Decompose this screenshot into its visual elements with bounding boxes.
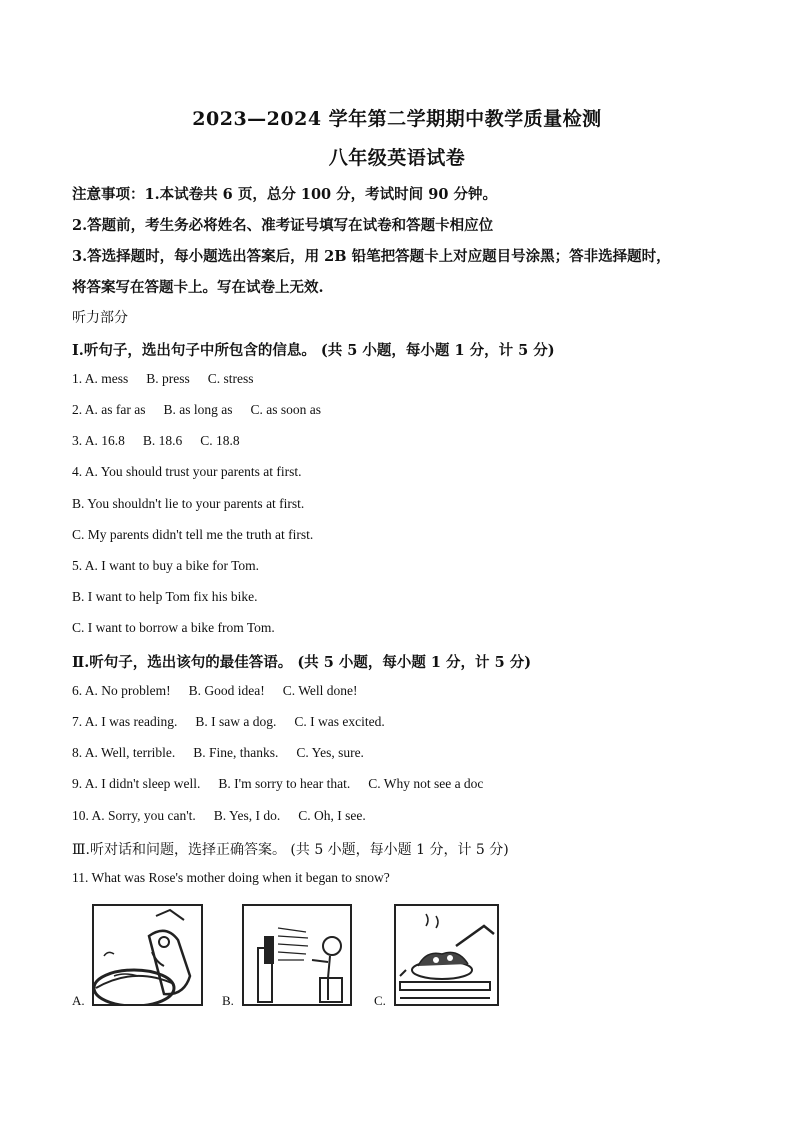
q7-option-b: B. I saw a dog. (195, 714, 277, 729)
q8-option-a: 8. A. Well, terrible. (72, 745, 176, 760)
exam-subtitle: 八年级英语试卷 (328, 147, 466, 169)
section3-title: Ⅲ.听对话和问题，选择正确答案。 (共 5 小题，每小题 1 分，计 5 分) (72, 842, 509, 858)
q11-label-a: A. (72, 993, 85, 1008)
question-7 (72, 714, 385, 730)
q5-option-b: B. I want to help Tom fix his bike. (72, 589, 258, 604)
q11-label-b: B. (222, 993, 234, 1008)
q3-option-a: 3. A. 16.8 (72, 433, 125, 448)
question-10 (72, 808, 366, 824)
question-11: 11. What was Rose's mother doing when it began to snow? (72, 870, 390, 885)
q4-option-c: C. My parents didn't tell me the truth at first. (72, 527, 314, 542)
q2-option-b: B. as long as (163, 402, 233, 417)
section2-title: Ⅱ.听句子，选出该句的最佳答语。 (共 5 小题，每小题 1 分，计 5 分) (72, 654, 532, 671)
q3-option-b: B. 18.6 (142, 433, 183, 448)
q1-option-c: C. stress (207, 371, 254, 386)
q9-option-b: B. I'm sorry to hear that. (218, 776, 351, 791)
section1-title: Ⅰ.听句子，选出句子中所包含的信息。 (共 5 小题，每小题 1 分，计 5 分) (72, 342, 555, 359)
q8-option-c: C. Yes, sure. (296, 745, 364, 760)
q10-option-b: B. Yes, I do. (213, 808, 281, 823)
q11-label-c: C. (374, 993, 386, 1008)
q6-option-c: C. Well done! (282, 683, 358, 698)
q8-option-b: B. Fine, thanks. (193, 745, 279, 760)
q4-option-a: 4. A. You should trust your parents at first. (72, 464, 302, 479)
cooking-pot-illustration-icon (94, 906, 201, 1004)
q3-option-c: C. 18.8 (200, 433, 240, 448)
note-line-2: 2.答题前，考生务必将姓名、准考证号填写在试卷和答题卡相应位 (72, 217, 494, 234)
q10-option-a: 10. A. Sorry, you can't. (72, 808, 196, 823)
note-line-3: 3.答选择题时，每小题选出答案后，用 2B 铅笔把答题卡上对应题目号涂黑；答非选择题时， (72, 248, 671, 265)
q9-option-a: 9. A. I didn't sleep well. (72, 776, 201, 791)
q11-picture-a (92, 904, 203, 1006)
watching-tv-illustration-icon (244, 906, 350, 1004)
q9-option-c: C. Why not see a doc (368, 776, 484, 791)
question-6 (72, 683, 358, 699)
question-9 (72, 776, 483, 792)
question-8 (72, 745, 364, 761)
serving-food-illustration-icon (396, 906, 497, 1004)
q2-option-a: 2. A. as far as (72, 402, 146, 417)
q5-option-a: 5. A. I want to buy a bike for Tom. (72, 558, 260, 573)
q11-picture-b (242, 904, 352, 1006)
q1-option-a: 1. A. mess (72, 371, 129, 386)
q1-option-b: B. press (146, 371, 190, 386)
q10-option-c: C. Oh, I see. (298, 808, 366, 823)
listening-label: 听力部分 (72, 310, 128, 326)
q4-option-b: B. You shouldn't lie to your parents at first. (72, 496, 305, 511)
question-3 (72, 433, 240, 449)
q7-option-c: C. I was excited. (294, 714, 385, 729)
note-line-4: 将答案写在答题卡上。写在试卷上无效. (72, 279, 324, 296)
q6-option-a: 6. A. No problem! (72, 683, 171, 698)
q6-option-b: B. Good idea! (188, 683, 265, 698)
q5-option-c: C. I want to borrow a bike from Tom. (72, 620, 275, 635)
note-line-1: 注意事项：1.本试卷共 6 页，总分 100 分，考试时间 90 分钟。 (72, 186, 497, 203)
question-2 (72, 402, 321, 418)
q11-picture-c (394, 904, 499, 1006)
q2-option-c: C. as soon as (250, 402, 321, 417)
question-1 (72, 371, 254, 387)
exam-title: 2023—2024 学年第二学期期中教学质量检测 (192, 108, 602, 130)
q7-option-a: 7. A. I was reading. (72, 714, 178, 729)
